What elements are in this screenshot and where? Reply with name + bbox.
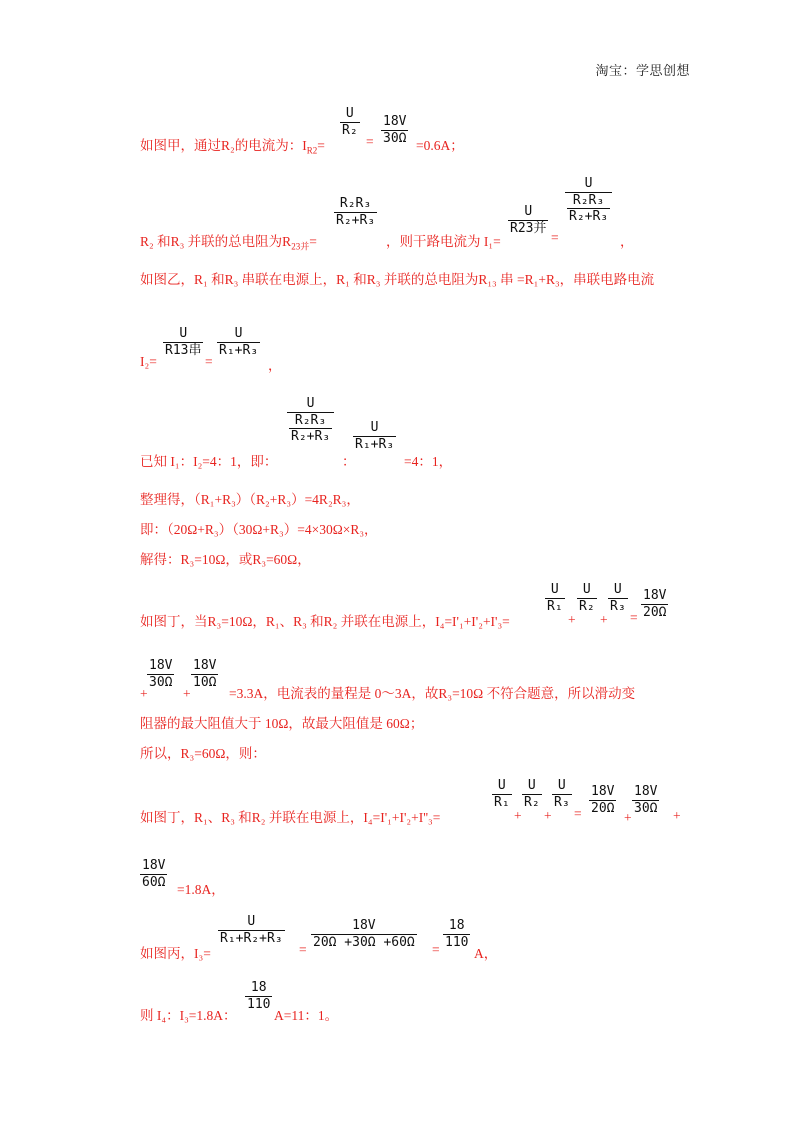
fraction-u-over-r3: $\frac{U}{\text{R₃}}$	[554, 778, 570, 810]
fraction-18v-over-60ohm: $\frac{18V}{60\Omega}$	[142, 858, 166, 890]
plus-sign: +	[568, 612, 576, 627]
equals-sign: =	[432, 942, 440, 957]
ratio-text: =4：1，	[404, 454, 453, 469]
fraction-u-over-total-resistance: $\frac{U}{\text{R₁+R₂+R₃}}$	[220, 914, 283, 946]
equals-sign: =	[205, 354, 213, 369]
fraction-u-over-r1: $\frac{U}{\text{R₁}}$	[547, 582, 563, 614]
colon: ：	[342, 454, 356, 469]
fraction-18-over-110: $\frac{18}{110}$	[247, 980, 271, 1012]
fraction-18v-over-30ohm: $\frac{18V}{30\Omega}$	[634, 784, 658, 816]
fraction-18v-over-20ohm: $\frac{18V}{20\Omega}$	[643, 588, 667, 620]
unit-A: A，	[474, 946, 498, 961]
equals-sign: =	[366, 134, 374, 149]
text-line-6: 整理得，（R₁+R₃）（R₂+R₃）=4R₂R₃，	[140, 492, 360, 507]
text-line-10: =3.3A，电流表的量程是 0～3A，故R₃=10Ω 不符合题意，所以滑动变	[229, 686, 636, 701]
comma: ，	[620, 234, 634, 249]
fraction-18-over-110: $\frac{18}{110}$	[445, 918, 469, 950]
fraction-u-over-parallel: $\frac{U}{\frac{\text{R₂R₃}}{\text{R₂+R₃}}}$	[565, 176, 612, 225]
text-line-1: 如图甲，通过R₂的电流为：$I_{R2}=$	[140, 138, 325, 156]
text-line-2-cont: ，则干路电流为 I₁=	[386, 234, 501, 249]
text-line-13: 如图丁，R₁、R₃ 和R₂ 并联在电源上，I₄=I'₁+I'₂+I''₃=	[140, 810, 441, 825]
fraction-u-over-r13: U R13串	[165, 326, 202, 358]
fraction-18v-over-20ohm: $\frac{18V}{20\Omega}$	[591, 784, 615, 816]
plus-sign: +	[183, 686, 191, 701]
equals-sign: =	[630, 610, 638, 625]
equals-sign: =	[299, 942, 307, 957]
fraction-u-over-r1: $\frac{U}{\text{R₁}}$	[494, 778, 510, 810]
text-line-11: 阻器的最大阻值大于 10Ω，故最大阻值是 60Ω；	[140, 716, 424, 731]
fraction-u-over-r2: $\frac{U}{\text{R₂}}$	[342, 106, 358, 138]
fraction-18v-over-30ohm: $\frac{18V}{30\Omega}$	[149, 658, 173, 690]
comma: ，	[268, 358, 282, 373]
text-line-16: 则 I₄：I₃=1.8A：	[140, 1008, 237, 1023]
fraction-r2r3-over-sum: $\frac{\text{R₂R₃}}{\text{R₂+R₃}}$	[336, 196, 376, 228]
fraction-u-over-r1r3: $\frac{U}{\text{R₁+R₃}}$	[219, 326, 259, 358]
plus-sign: +	[673, 808, 681, 823]
fraction-18v-over-30ohm: $\frac{18V}{30\Omega}$	[383, 114, 407, 146]
plus-sign: +	[140, 686, 148, 701]
equals-sign: =	[574, 806, 582, 821]
fraction-u-over-r2: $\frac{U}{\text{R₂}}$	[524, 778, 540, 810]
header-shop-label: 淘宝：学思创想	[595, 63, 690, 78]
text-line-7: 即：（20Ω+R₃）（30Ω+R₃）=4×30Ω×R₃，	[140, 522, 378, 537]
text-line-4: I₂=	[140, 354, 157, 369]
text-line-2: R₂ 和R₃ 并联的总电阻为$R_{23并}=$	[140, 234, 317, 252]
plus-sign: +	[544, 808, 552, 823]
equals-sign: =	[551, 230, 559, 245]
text-line-5: 已知 I₁：I₂=4：1，即：	[140, 454, 278, 469]
fraction-u-over-r3: $\frac{U}{\text{R₃}}$	[610, 582, 626, 614]
fraction-u-over-r1r3: $\frac{U}{\text{R₁+R₃}}$	[355, 420, 395, 452]
fraction-u-over-parallel: $\frac{U}{\frac{\text{R₂R₃}}{\text{R₂+R₃}}}$	[287, 396, 334, 445]
plus-sign: +	[624, 810, 632, 825]
text-line-15: 如图丙，I₃=	[140, 946, 211, 961]
plus-sign: +	[600, 612, 608, 627]
fraction-18v-over-ohm-sum: $\frac{18V}{20\Omega +30\Omega +60\Omega}$	[313, 918, 415, 950]
plus-sign: +	[514, 808, 522, 823]
text-line-3: 如图乙，R₁ 和R₃ 串联在电源上，R₁ 和R₃ 并联的总电阻为R₁₃ 串 =R₁+R₃，串联电路电流	[140, 272, 655, 287]
text-line-14: =1.8A，	[177, 882, 225, 897]
result-0.6A: =0.6A；	[416, 138, 464, 153]
fraction-u-over-r2: $\frac{U}{\text{R₂}}$	[579, 582, 595, 614]
final-ratio: A=11：1。	[274, 1008, 339, 1023]
text-line-8: 解得：R₃=10Ω，或R₃=60Ω，	[140, 552, 311, 567]
text-line-12: 所以，R₃=60Ω，则：	[140, 746, 266, 761]
fraction-18v-over-10ohm: $\frac{18V}{10\Omega}$	[193, 658, 217, 690]
fraction-u-over-r23: U R23并	[510, 204, 547, 236]
text-line-9: 如图丁，当R₃=10Ω，R₁、R₃ 和R₂ 并联在电源上，I₄=I'₁+I'₂+I'₃=	[140, 614, 510, 629]
